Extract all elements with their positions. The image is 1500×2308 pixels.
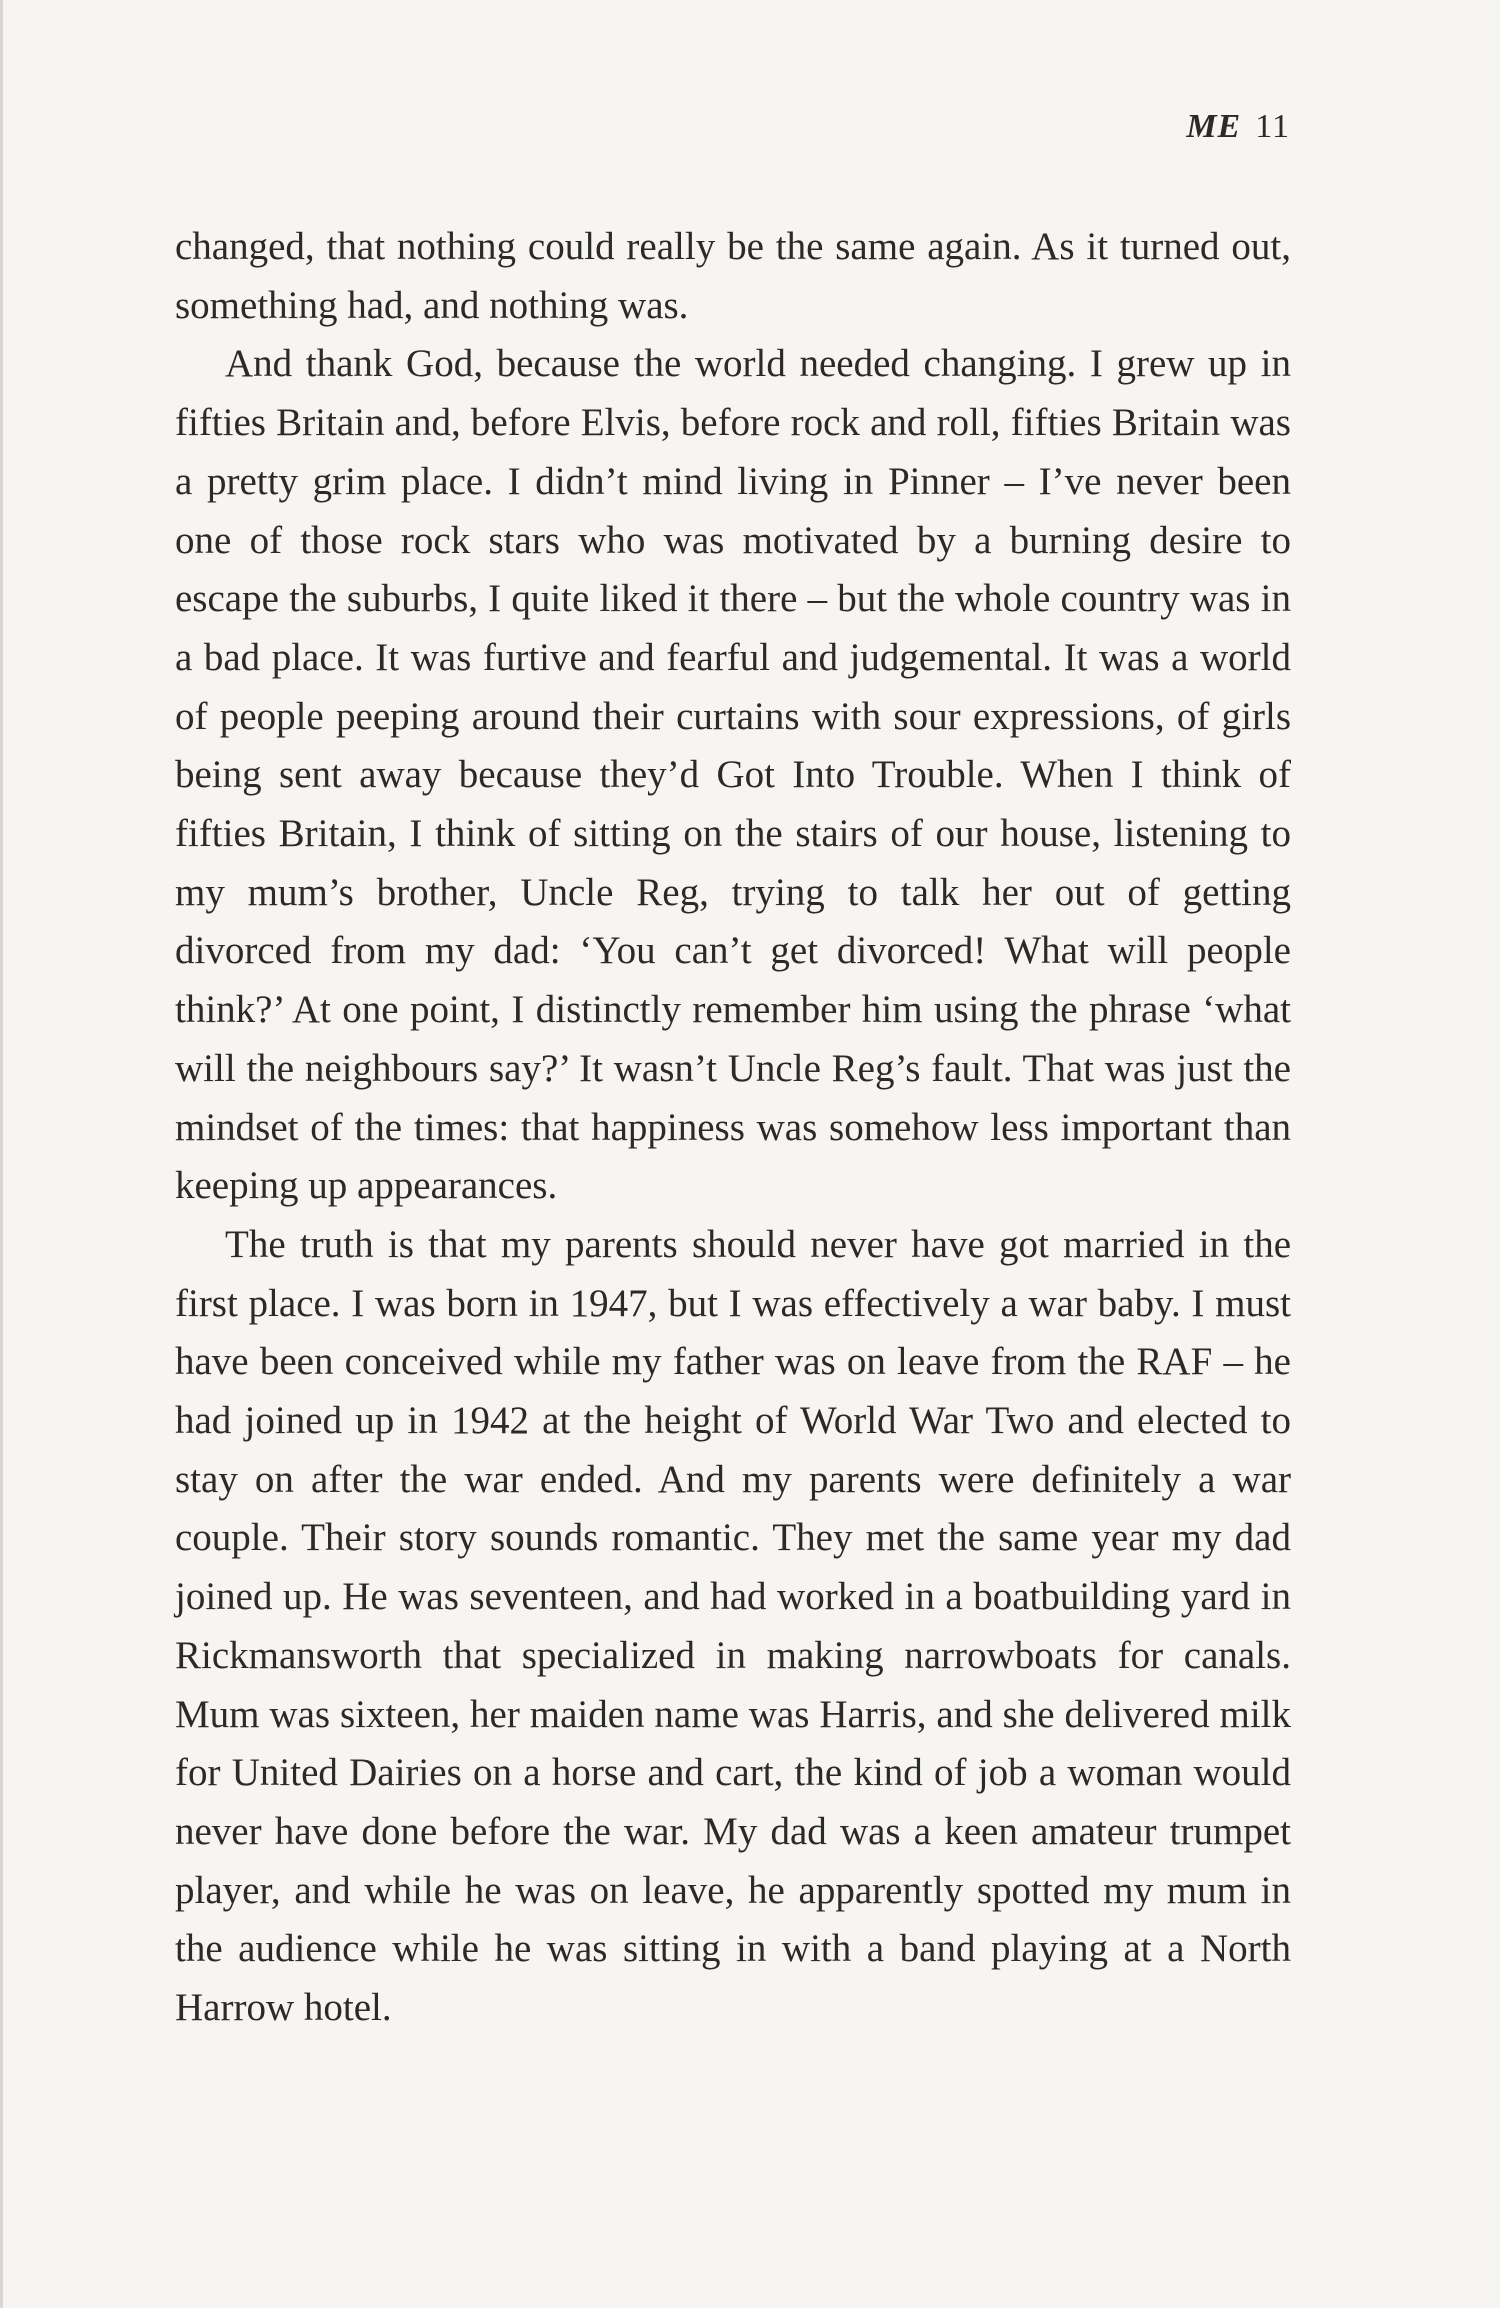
page-edge-shadow — [0, 0, 3, 2308]
chapter-title: ME — [1186, 108, 1242, 145]
running-head — [1186, 108, 1290, 146]
page-number: 11 — [1255, 108, 1290, 145]
paragraph: And thank God, because the world needed changing. I grew up in fifties Britain and, before Elvis, before rock and roll, fifties Britain was a pretty grim place. I didn’t mind living in Pinner – I’ve never been one of those rock stars who was motivated by a burning desire to escape the suburbs, I quite liked it there – but the whole country was in a bad place. It was furtive and fearful and judgemental. It was a world of people peeping around their curtains with sour expressions, of girls being sent away because they’d Got Into Trouble. When I think of fifties Britain, I think of sitting on the stairs of our house, listening to my mum’s brother, Uncle Reg, trying to talk her out of getting divorced from my dad: ‘You can’t get divorced! What will people think?’ At one point, I distinctly remember him using the phrase ‘what will the neighbours say?’ It wasn’t Uncle Reg’s fault. That was just the mindset of the times: that happiness was somehow less important than keeping up appearances. — [175, 342, 1291, 1208]
paragraph: The truth is that my parents should never have got married in the first place. I was born in 1947, but I was effectively a war baby. I must have been conceived while my father was on leave from the RAF – he had joined up in 1942 at the height of World War Two and elected to stay on after the war ended. And my parents were definitely a war couple. Their story sounds romantic. They met the same year my dad joined up. He was seventeen, and had worked in a boatbuilding yard in Rickmansworth that specialized in making narrowboats for canals. Mum was sixteen, her maiden name was Harris, and she delivered milk for United Dairies on a horse and cart, the kind of job a woman would never have done before the war. My dad was a keen amateur trumpet player, and while he was on leave, he apparently spotted my mum in the audience while he was sitting in with a band playing at a North Harrow hotel. — [175, 1222, 1291, 2030]
paragraph: changed, that nothing could really be the same again. As it turned out, something had, and nothing was. — [175, 225, 1291, 327]
body-text — [175, 218, 1291, 2038]
